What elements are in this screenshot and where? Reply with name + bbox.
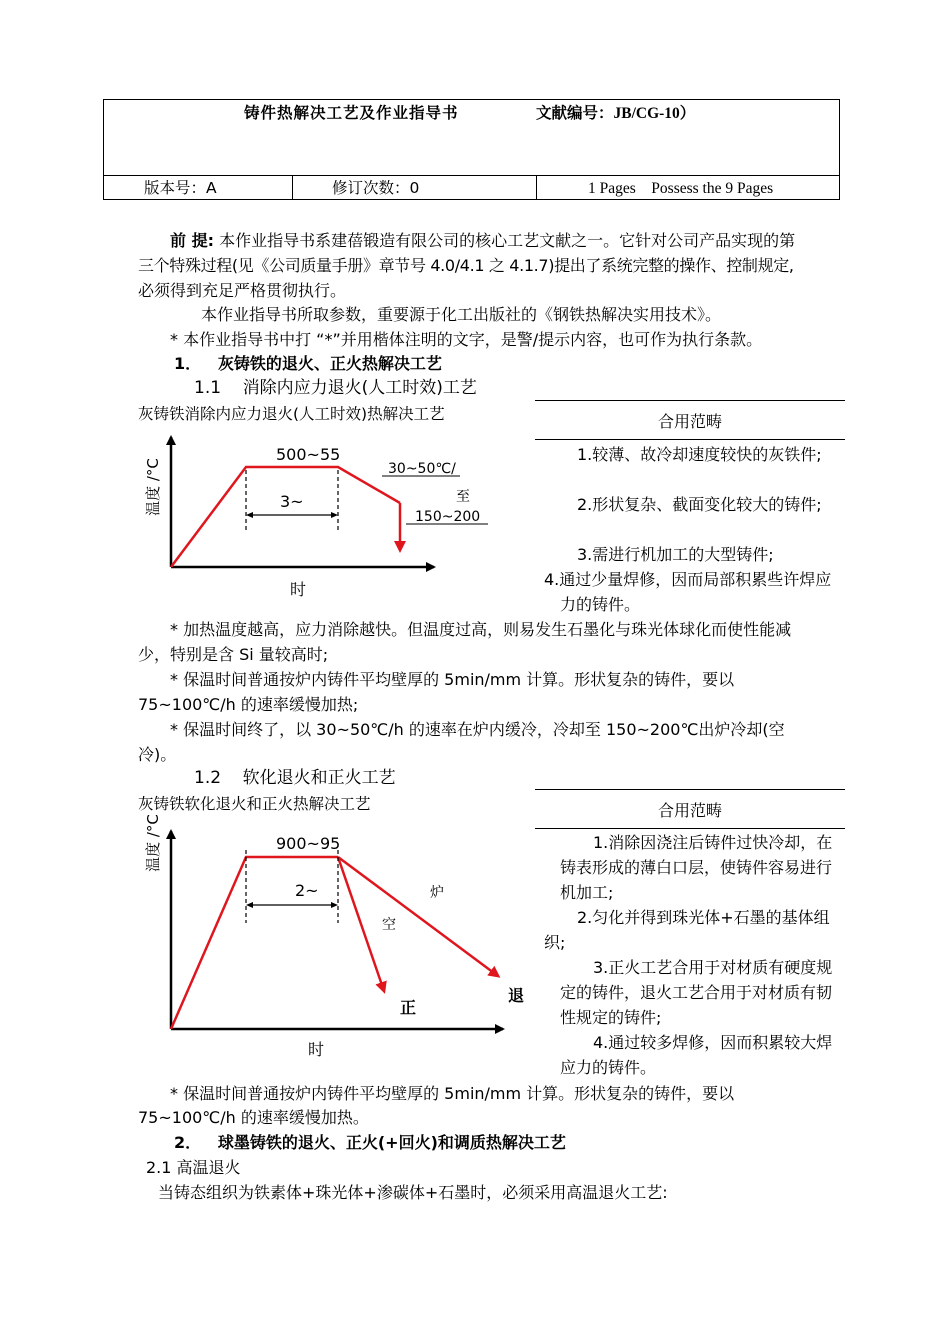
scope-table-2-top-rule bbox=[535, 789, 845, 790]
note-2-line-1: * 保温时间普通按炉内铸件平均壁厚的 5min/mm 计算。形状复杂的铸件，要以 bbox=[170, 670, 735, 689]
normalize-cooling-arrow bbox=[338, 857, 384, 991]
chart-1-title: 灰铸铁消除内应力退火(人工时效)热解决工艺 bbox=[138, 405, 445, 423]
document-number: 文献编号：JB/CG-10） bbox=[536, 105, 696, 122]
note-2-line-2: 75~100℃/h 的速率缓慢加热; bbox=[138, 695, 359, 714]
section-1-heading: 1． 灰铸铁的退火、正火热解决工艺 bbox=[174, 354, 442, 373]
chart-2-normalizing-diagram bbox=[138, 805, 533, 1067]
note-3-line-1: * 保温时间终了，以 30~50℃/h 的速率在炉内缓冷，冷却至 150~200℃出炉冷却(空 bbox=[170, 720, 785, 739]
scope-table-1-top-rule bbox=[535, 400, 845, 401]
temperature-curve bbox=[171, 467, 400, 567]
section-2-1-heading: 2.1 高温退火 bbox=[146, 1158, 241, 1177]
scope-table-2-header-rule bbox=[535, 828, 845, 829]
intro-line-5: * 本作业指导书中打 “*”并用楷体注明的文字，是警/提示内容，也可作为执行条款。 bbox=[170, 330, 763, 349]
anneal-label: 退 bbox=[508, 986, 525, 1005]
intro-line-4: 本作业指导书所取参数，重要源于化工出版社的《钢铁热解决实用技术》。 bbox=[201, 305, 722, 324]
revision-count: 修订次数：0 bbox=[332, 179, 420, 197]
scope-2-item-3: 3.正火工艺合用于对材质有硬度规定的铸件，退火工艺合用于对材质有韧性规定的铸件; bbox=[560, 958, 833, 1027]
furnace-cool-label: 炉 bbox=[430, 885, 444, 901]
page-count: 1 Pages Possess the 9 Pages bbox=[588, 180, 774, 197]
y-axis-label: 温度 /°C bbox=[144, 458, 162, 516]
header-divider bbox=[536, 175, 537, 200]
note-4-line-1: * 保温时间普通按炉内铸件平均壁厚的 5min/mm 计算。形状复杂的铸件，要以 bbox=[170, 1084, 735, 1103]
scope-2-item-2: 2.匀化并得到珠光体+石墨的基体组织; bbox=[544, 908, 830, 952]
scope-1-item-3: 3.需进行机加工的大型铸件; bbox=[577, 545, 774, 564]
y-axis-label: 温度 /°C bbox=[144, 814, 162, 872]
intro-line-2: 三个特殊过程(见《公司质量手册》章节号 4.0/4.1 之 4.1.7)提出了系统完整的操作、控制规定, bbox=[138, 256, 794, 275]
version-number: 版本号：A bbox=[144, 179, 217, 197]
document-header-table bbox=[103, 99, 840, 200]
scope-table-1-header-rule bbox=[535, 439, 845, 440]
intro-line-1: 前 提: 本作业指导书系建蓓锻造有限公司的核心工艺文献之一。它针对公司产品实现的第 bbox=[170, 231, 796, 250]
scope-2-item-4: 4.通过较多焊修，因而积累较大焊应力的铸件。 bbox=[560, 1033, 833, 1077]
scope-1-item-2: 2.形状复杂、截面变化较大的铸件; bbox=[577, 495, 822, 514]
section-2-1-text: 当铸态组织为铁素体+珠光体+渗碳体+石墨时，必须采用高温退火工艺: bbox=[158, 1183, 668, 1202]
chart-1-annealing-diagram bbox=[138, 415, 498, 605]
section-2-heading: 2． 球墨铸铁的退火、正火(+回火)和调质热解决工艺 bbox=[174, 1133, 566, 1152]
scope-table-2-header: 合用范畴 bbox=[657, 801, 722, 820]
temperature-label: 900~95 bbox=[276, 834, 341, 853]
note-4-line-2: 75~100℃/h 的速率缓慢加热。 bbox=[138, 1108, 369, 1127]
intro-line-3: 必须得到充足严格贯彻执行。 bbox=[138, 281, 347, 300]
scope-table-1-header: 合用范畴 bbox=[657, 412, 722, 431]
note-1-line-2: 少，特别是含 Si 量较高时; bbox=[138, 645, 329, 664]
x-axis-label: 时 bbox=[289, 580, 307, 599]
scope-2-item-1: 1.消除因浇注后铸件过快冷却，在铸表形成的薄白口层，使铸件容易进行机加工; bbox=[560, 833, 833, 902]
header-divider bbox=[292, 175, 293, 200]
end-temperature-label: 150~200 bbox=[415, 509, 481, 525]
x-axis-label: 时 bbox=[307, 1040, 325, 1059]
section-1-2-heading: 1.2 软化退火和正火工艺 bbox=[194, 768, 396, 788]
cool-to-label: 至 bbox=[456, 489, 470, 505]
anneal-cooling-arrow bbox=[338, 857, 498, 976]
chart-2-title: 灰铸铁软化退火和正火热解决工艺 bbox=[138, 795, 371, 813]
temperature-label: 500~55 bbox=[276, 445, 341, 464]
scope-1-item-1: 1.较薄、故冷却速度较快的灰铁件; bbox=[577, 445, 822, 464]
scope-1-item-4: 4.通过少量焊修，因而局部积累些许焊应力的铸件。 bbox=[544, 570, 832, 614]
section-1-1-heading: 1.1 消除内应力退火(人工时效)工艺 bbox=[194, 378, 477, 398]
hold-time-label: 2~ bbox=[295, 881, 319, 900]
cooling-rate-label: 30~50℃/ bbox=[388, 461, 456, 477]
normalize-label: 正 bbox=[400, 998, 417, 1017]
note-3-line-2: 冷)。 bbox=[138, 745, 177, 764]
hold-time-label: 3~ bbox=[280, 492, 304, 511]
document-title: 铸件热解决工艺及作业指导书 bbox=[244, 104, 459, 122]
note-1-line-1: * 加热温度越高，应力消除越快。但温度过高，则易发生石墨化与珠光体球化而使性能减 bbox=[170, 620, 792, 639]
intro-lead: 前 提: bbox=[170, 231, 214, 250]
air-cool-label: 空 bbox=[382, 917, 396, 933]
